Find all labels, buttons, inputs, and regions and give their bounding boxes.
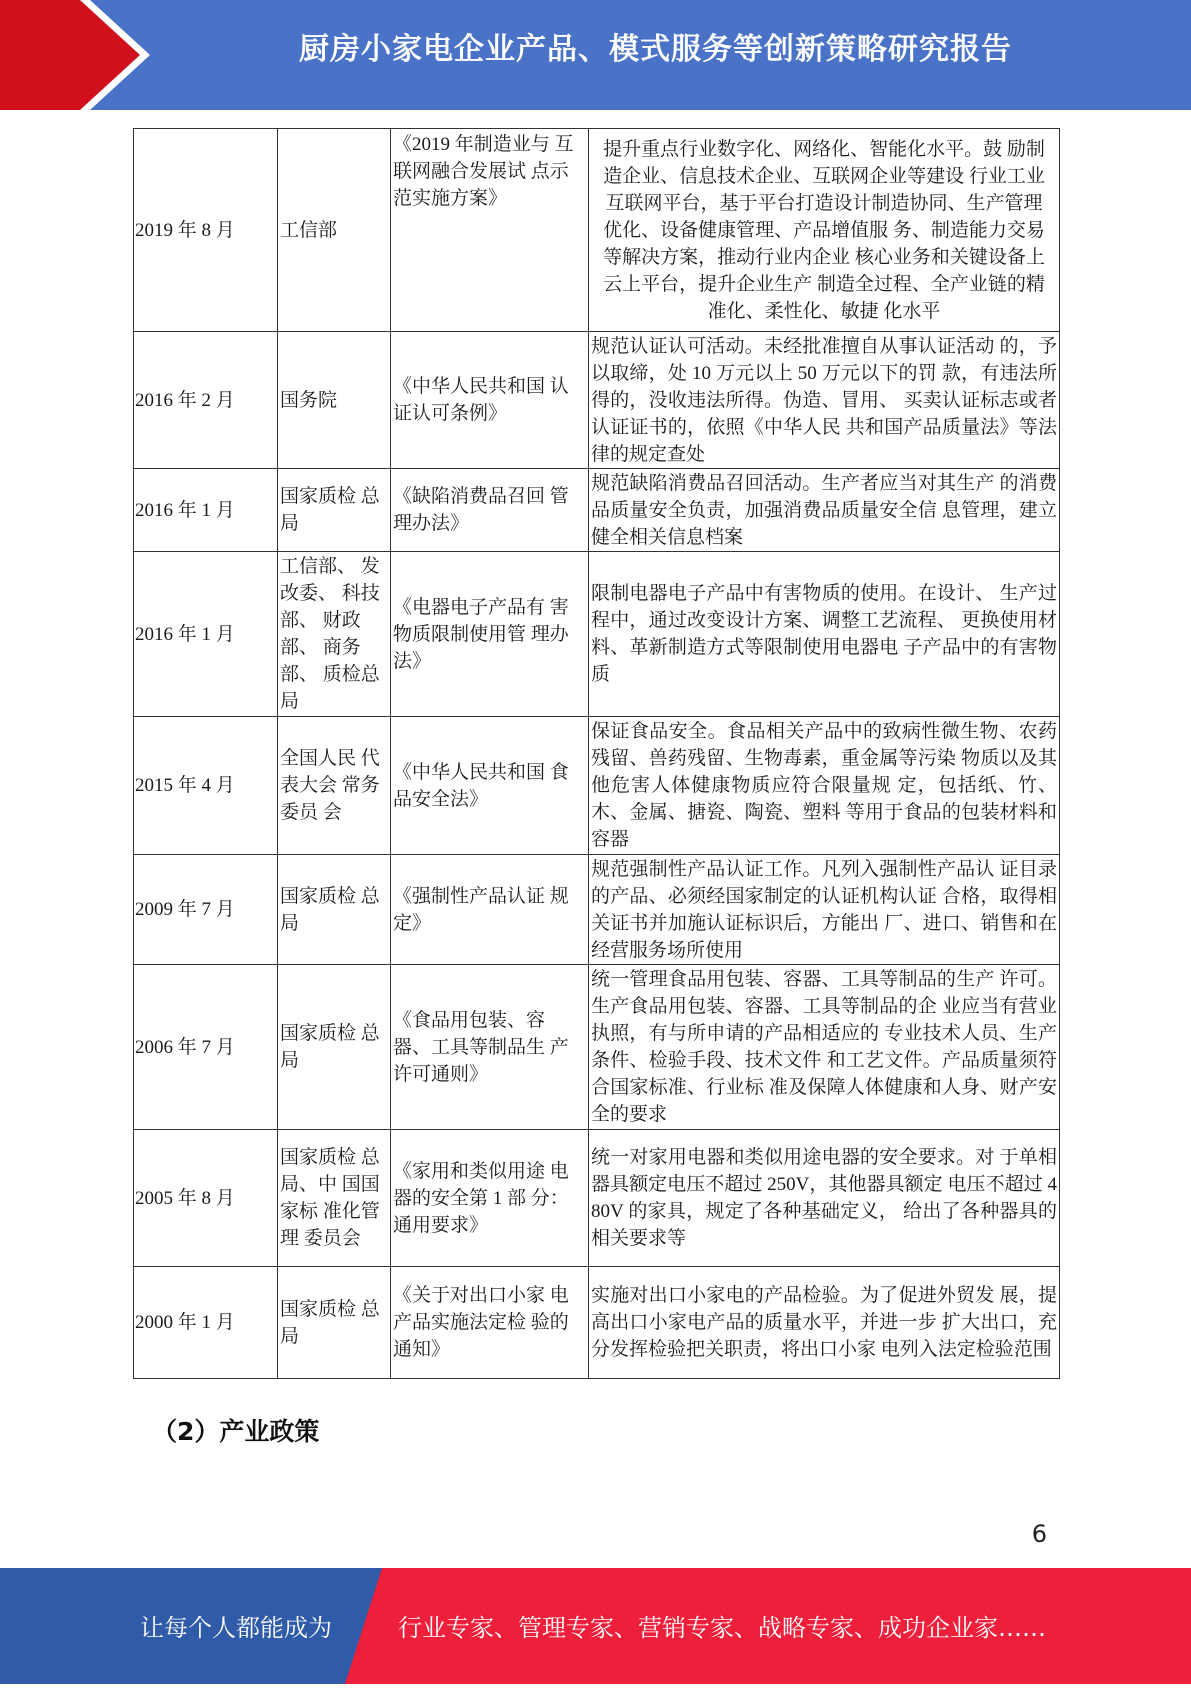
content-cell: 统一对家用电器和类似用途电器的安全要求。对 于单相器具额定电压不超过 250V，其他器具额定 电压不超过 480V 的家具，规定了各种基础定义， 给出了各种器具的相关要求等 [589, 1130, 1060, 1267]
table-row [134, 332, 1060, 469]
section-heading: （2）产业政策 [152, 1417, 320, 1446]
table-row [134, 1267, 1060, 1379]
document-cell: 《缺陷消费品召回 管理办法》 [391, 469, 589, 552]
table-row [134, 855, 1060, 965]
content-cell: 规范强制性产品认证工作。凡列入强制性产品认 证目录的产品、必须经国家制定的认证机构认证 合格，取得相关证书并加施认证标识后，方能出 厂、进口、销售和在经营服务场所使用 [589, 855, 1060, 965]
document-cell: 《食品用包装、容 器、工具等制品生 产许可通则》 [391, 965, 589, 1130]
document-cell: 《2019 年制造业与 互联网融合发展试 点示范实施方案》 [391, 129, 589, 332]
issuer-cell: 国家质检 总局 [278, 855, 391, 965]
document-cell: 《电器电子产品有 害物质限制使用管 理办法》 [391, 552, 589, 717]
document-cell: 《中华人民共和国 认证认可条例》 [391, 332, 589, 469]
document-cell: 《关于对出口小家 电产品实施法定检 验的通知》 [391, 1267, 589, 1379]
document-cell: 《家用和类似用途 电器的安全第 1 部 分：通用要求》 [391, 1130, 589, 1267]
content-cell: 限制电器电子产品中有害物质的使用。在设计、 生产过程中，通过改变设计方案、调整工艺流程、 更换使用材料、革新制造方式等限制使用电器电 子产品中的有害物质 [589, 552, 1060, 717]
issuer-cell: 工信部、 发改委、 科技部、 财政部、 商务部、 质检总局 [278, 552, 391, 717]
document-cell: 《强制性产品认证 规定》 [391, 855, 589, 965]
issuer-cell: 国家质检 总局 [278, 965, 391, 1130]
content-cell: 规范认证认可活动。未经批准擅自从事认证活动 的，予以取缔，处 10 万元以上 50 万元以下的罚 款，有违法所得的，没收违法所得。伪造、冒用、 买卖认证标志或者认证证书的，依照《中华人民 共和国产品质量法》等法律的规定查处 [589, 332, 1060, 469]
issuer-cell: 工信部 [278, 129, 391, 332]
issuer-cell: 国家质检 总局、中 国国家标 准化管理 委员会 [278, 1130, 391, 1267]
content-cell: 保证食品安全。食品相关产品中的致病性微生物、农药残留、兽药残留、生物毒素，重金属等污染 物质以及其他危害人体健康物质应符合限量规 定，包括纸、竹、木、金属、搪瓷、陶瓷、塑料 等用于食品的包装材料和容器 [589, 717, 1060, 855]
issuer-cell: 国家质检 总局 [278, 1267, 391, 1379]
issuer-cell: 国务院 [278, 332, 391, 469]
footer-slogan-left: 让每个人都能成为 [140, 1614, 332, 1642]
issuer-cell: 全国人民 代表大会 常务委员 会 [278, 717, 391, 855]
date-cell: 2015 年 4 月 [134, 717, 278, 855]
date-cell: 2019 年 8 月 [134, 129, 278, 332]
table-row [134, 965, 1060, 1130]
table-row [134, 1130, 1060, 1267]
policy-table [133, 128, 1060, 1379]
issuer-cell: 国家质检 总局 [278, 469, 391, 552]
page-header [0, 0, 1191, 110]
report-title: 厨房小家电企业产品、模式服务等创新策略研究报告 [299, 32, 1012, 67]
date-cell: 2005 年 8 月 [134, 1130, 278, 1267]
date-cell: 2006 年 7 月 [134, 965, 278, 1130]
content-cell: 规范缺陷消费品召回活动。生产者应当对其生产 的消费品质量安全负责，加强消费品质量安全信 息管理，建立健全相关信息档案 [589, 469, 1060, 552]
page-number: 6 [1031, 1520, 1047, 1548]
date-cell: 2016 年 2 月 [134, 332, 278, 469]
date-cell: 2009 年 7 月 [134, 855, 278, 965]
table-row [134, 469, 1060, 552]
date-cell: 2016 年 1 月 [134, 552, 278, 717]
date-cell: 2016 年 1 月 [134, 469, 278, 552]
content-cell: 实施对出口小家电的产品检验。为了促进外贸发 展，提高出口小家电产品的质量水平，并进一步 扩大出口，充分发挥检验把关职责，将出口小家 电列入法定检验范围 [589, 1267, 1060, 1379]
document-cell: 《中华人民共和国 食品安全法》 [391, 717, 589, 855]
content-cell: 提升重点行业数字化、网络化、智能化水平。鼓 励制造企业、信息技术企业、互联网企业等建设 行业工业互联网平台，基于平台打造设计制造协同、生产管理优化、设备健康管理、产品增值服 务、制造能力交易等解决方案，推动行业内企业 核心业务和关键设备上云上平台，提升企业生产 制造全过程、全产业链的精准化、柔性化、敏捷 化水平 [589, 129, 1060, 332]
table-row [134, 129, 1060, 332]
content-cell: 统一管理食品用包装、容器、工具等制品的生产 许可。生产食品用包装、容器、工具等制品的企 业应当有营业执照，有与所申请的产品相适应的 专业技术人员、生产条件、检验手段、技术文件 和工艺文件。产品质量须符合国家标准、行业标 准及保障人体健康和人身、财产安全的要求 [589, 965, 1060, 1130]
date-cell: 2000 年 1 月 [134, 1267, 278, 1379]
page-footer [0, 1568, 1191, 1684]
table-row [134, 552, 1060, 717]
table-row [134, 717, 1060, 855]
footer-slogan-right: 行业专家、管理专家、营销专家、战略专家、成功企业家…… [398, 1614, 1046, 1642]
